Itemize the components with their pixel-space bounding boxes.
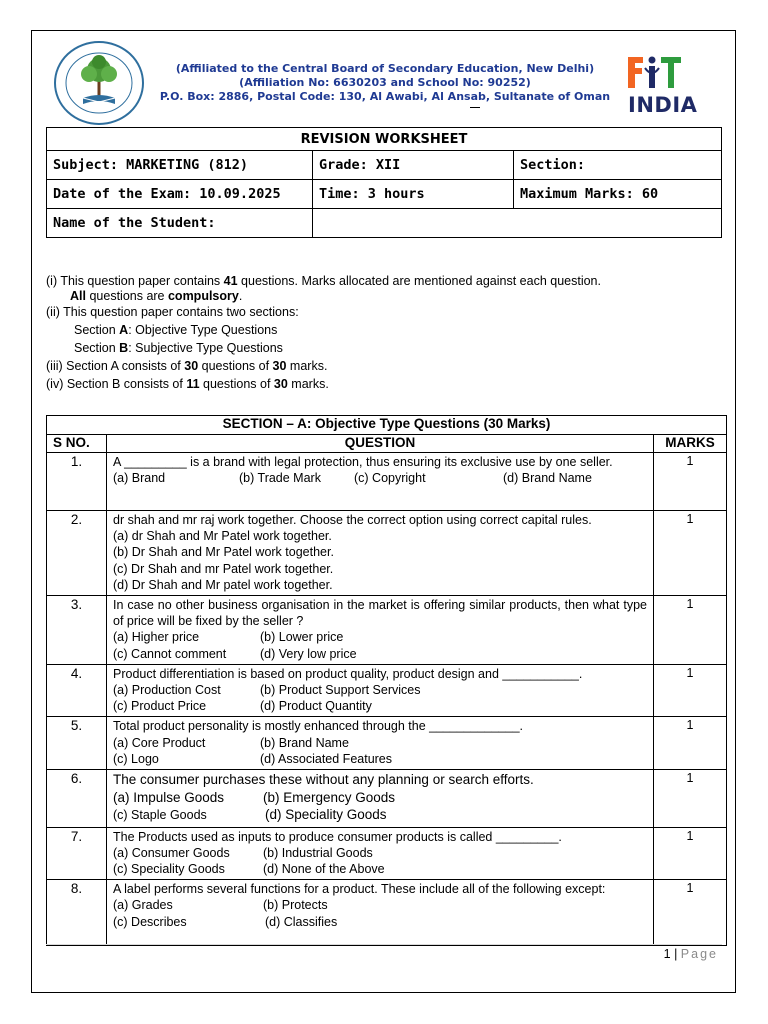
question-stem: Product differentiation is based on product quality, product design and ___________.	[113, 666, 583, 681]
question-marks: 1	[654, 880, 727, 946]
question-options	[113, 646, 647, 662]
option-d: (d) Classifies	[265, 914, 338, 929]
question-row	[47, 453, 727, 511]
question-options	[113, 470, 647, 486]
question-options	[113, 682, 647, 698]
question-number: 1.	[47, 453, 107, 511]
worksheet-title: REVISION WORKSHEET	[47, 128, 722, 151]
page-label: Page	[680, 947, 718, 961]
question-options	[113, 806, 647, 825]
question-number: 5.	[47, 717, 107, 770]
instruction-i: (i) This question paper contains 41 questions. Marks allocated are mentioned against each question.	[46, 274, 601, 288]
option-a: (a) Production Cost	[113, 683, 221, 698]
option-b: (b) Product Support Services	[260, 683, 421, 698]
option-b: (b) Emergency Goods	[263, 789, 396, 805]
exam-date-cell: Date of the Exam: 10.09.2025	[47, 180, 313, 209]
section-a-title: SECTION – A: Objective Type Questions (30 Marks)	[47, 416, 727, 435]
instruction-iv: (iv) Section B consists of 11 questions of 30 marks.	[46, 377, 329, 391]
question-stem: The Products used as inputs to produce consumer products is called _________.	[113, 829, 562, 844]
option-a: (a) dr Shah and Mr Patel work together.	[113, 529, 332, 544]
question-row	[47, 770, 727, 828]
page-number: 1	[663, 947, 671, 961]
time-cell: Time: 3 hours	[313, 180, 514, 209]
question-stem: The consumer purchases these without any planning or search efforts.	[113, 772, 534, 788]
option-d: (d) Brand Name	[503, 471, 592, 486]
question-cell	[107, 717, 654, 770]
option-d: (d) Very low price	[260, 646, 357, 661]
question-options	[113, 897, 647, 913]
question-cell	[107, 511, 654, 596]
question-marks: 1	[654, 827, 727, 880]
question-number: 2.	[47, 511, 107, 596]
option-b: (b) Protects	[263, 898, 328, 913]
affiliation-line: (Affiliation No: 6630203 and School No: 90252)	[239, 76, 531, 89]
question-number: 8.	[47, 880, 107, 946]
option-b: (b) Industrial Goods	[263, 845, 373, 860]
option-a: (a) Impulse Goods	[113, 789, 225, 805]
question-row	[47, 511, 727, 596]
option-b: (b) Trade Mark	[239, 471, 321, 486]
instruction-section-a: Section A: Objective Type Questions	[74, 323, 278, 337]
instruction-iii: (iii) Section A consists of 30 questions of 30 marks.	[46, 359, 328, 373]
student-name-field[interactable]	[313, 209, 722, 238]
option-a: (a) Consumer Goods	[113, 845, 230, 860]
question-options	[113, 698, 647, 714]
option-d: (d) Product Quantity	[260, 699, 372, 714]
option-c: (c) Describes	[113, 914, 187, 929]
question-stem: In case no other business organisation in the market is offering similar products, then what type of price will be fixed by the seller ?	[113, 598, 647, 629]
option-b: (b) Dr Shah and Mr Patel work together.	[113, 545, 334, 560]
question-cell	[107, 770, 654, 828]
affiliation-line: P.O. Box: 2886, Postal Code: 130, Al Awabi, Al Ansab, Sultanate of Oman	[159, 90, 611, 103]
question-options	[113, 735, 647, 751]
option-a: (a) Higher price	[113, 630, 200, 645]
option-c: (c) Product Price	[113, 699, 207, 714]
option-c: (c) Staple Goods	[113, 808, 207, 823]
question-row	[47, 717, 727, 770]
question-marks: 1	[654, 664, 727, 717]
subject-cell: Subject: MARKETING (812)	[47, 151, 313, 180]
question-marks: 1	[654, 770, 727, 828]
affiliation-block	[150, 62, 620, 104]
option-c: (c) Copyright	[354, 471, 426, 486]
question-number: 7.	[47, 827, 107, 880]
question-stem: A _________ is a brand with legal protection, thus ensuring its exclusive use by one seller.	[113, 455, 613, 469]
option-b: (b) Brand Name	[260, 735, 349, 750]
question-cell	[107, 880, 654, 946]
header-dash	[470, 107, 480, 108]
question-row	[47, 827, 727, 880]
question-options	[113, 914, 647, 930]
question-number: 6.	[47, 770, 107, 828]
question-row	[47, 880, 727, 946]
instructions	[46, 272, 726, 393]
page-footer	[664, 947, 718, 961]
question-options	[113, 845, 647, 861]
question-marks: 1	[654, 453, 727, 511]
option-c: (c) Cannot comment	[113, 646, 227, 661]
instruction-ii: (ii) This question paper contains two sections:	[46, 305, 299, 319]
option-c: (c) Speciality Goods	[113, 861, 225, 876]
option-a: (a) Grades	[113, 898, 173, 913]
col-header-sno: S NO.	[47, 435, 107, 453]
question-options	[113, 629, 647, 645]
col-header-question: QUESTION	[107, 435, 654, 453]
instruction-section-b: Section B: Subjective Type Questions	[74, 341, 283, 355]
option-d: (d) Dr Shah and Mr patel work together.	[113, 577, 333, 592]
affiliation-line: (Affiliated to the Central Board of Secondary Education, New Delhi)	[175, 62, 595, 75]
fit-india-label: INDIA	[628, 93, 698, 117]
option-d: (d) None of the Above	[263, 861, 385, 876]
max-marks-cell: Maximum Marks: 60	[514, 180, 722, 209]
question-options	[113, 751, 647, 767]
worksheet-info-table	[46, 127, 722, 238]
question-marks: 1	[654, 596, 727, 665]
question-cell	[107, 827, 654, 880]
option-a: (a) Brand	[113, 471, 166, 486]
question-row	[47, 596, 727, 665]
col-header-marks: MARKS	[654, 435, 727, 453]
question-number: 3.	[47, 596, 107, 665]
question-stem: Total product personality is mostly enhanced through the _____________.	[113, 719, 524, 734]
page-separator: |	[670, 947, 681, 961]
question-options	[113, 861, 647, 877]
option-a: (a) Core Product	[113, 735, 206, 750]
student-name-label: Name of the Student:	[47, 209, 313, 238]
question-options	[113, 789, 647, 807]
question-stem: A label performs several functions for a product. These include all of the following except:	[113, 882, 606, 897]
option-b: (b) Lower price	[260, 630, 344, 645]
option-c: (c) Dr Shah and mr Patel work together.	[113, 561, 334, 576]
instruction-i-cont: All questions are compulsory.	[70, 289, 243, 303]
option-c: (c) Logo	[113, 751, 159, 766]
option-d: (d) Speciality Goods	[265, 807, 387, 823]
section-cell: Section:	[514, 151, 722, 180]
school-logo	[53, 40, 145, 126]
question-cell	[107, 453, 654, 511]
question-row	[47, 664, 727, 717]
option-d: (d) Associated Features	[260, 751, 393, 766]
question-cell	[107, 596, 654, 665]
question-stem: dr shah and mr raj work together. Choose the correct option using correct capital rules.	[113, 513, 592, 527]
section-a-table	[46, 415, 727, 946]
question-marks: 1	[654, 717, 727, 770]
question-marks: 1	[654, 511, 727, 596]
footer-rule	[46, 944, 722, 945]
question-number: 4.	[47, 664, 107, 717]
grade-cell: Grade: XII	[313, 151, 514, 180]
question-cell	[107, 664, 654, 717]
